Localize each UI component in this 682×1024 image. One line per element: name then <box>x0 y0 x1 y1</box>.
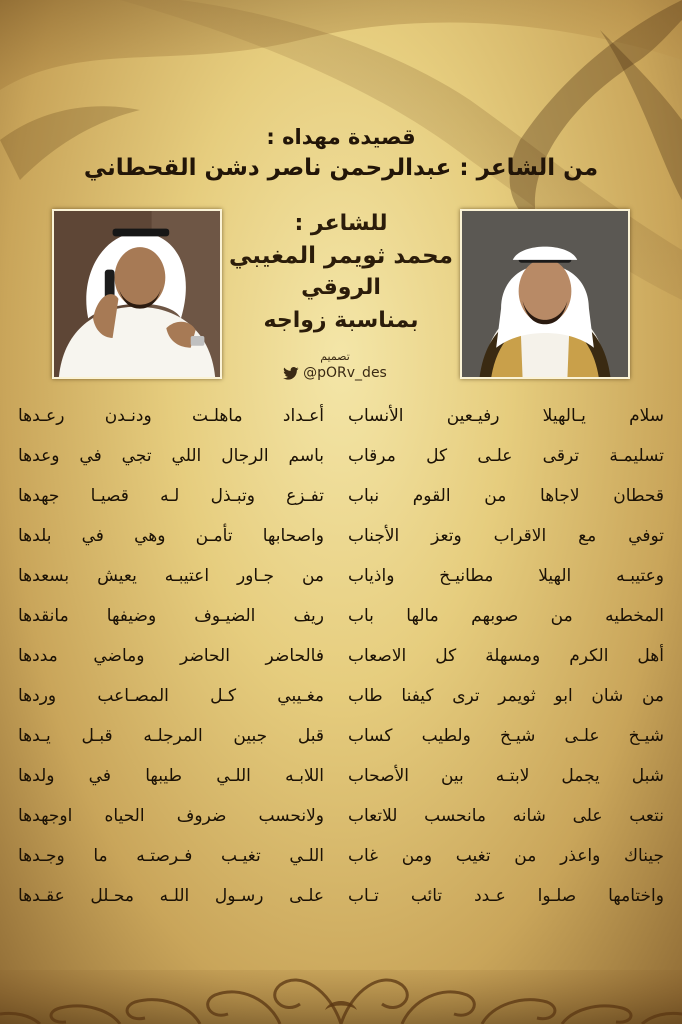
verse-first-hemistich: نتعب على شانه مانحسب للاتعاب <box>348 806 664 826</box>
verse-second-hemistich: اللابـه اللـي طيبها في ولدها <box>18 766 324 786</box>
verse-first-hemistich: شبل يجمل لابتـه بين الأصحاب <box>348 766 664 786</box>
verse-second-hemistich: أعـداد ماهلـت ودنـدن رعـدها <box>18 406 324 426</box>
title-block <box>0 122 682 184</box>
verse-second-hemistich: فالحاضر الحاضر وماضي مددها <box>18 646 324 666</box>
from-poet-title: من الشاعر : عبدالرحمن ناصر دشن القحطاني <box>83 155 599 181</box>
verse-first-hemistich: المخطيه من صوبهم مالها باب <box>348 606 664 626</box>
groom-photo <box>460 209 630 379</box>
designer-handle-text: @pORv_des <box>303 365 387 381</box>
verse-row <box>0 436 682 476</box>
verse-second-hemistich: باسم الرجال اللي تجي في وعدها <box>18 446 324 466</box>
verse-second-hemistich: علـى رسـول اللـه محـلل عقـدها <box>18 886 324 906</box>
verse-second-hemistich: ولانحسب ضروف الحياه اوجهدها <box>18 806 324 826</box>
verse-second-hemistich: من جـاور اعتيبـه يعيش بسعدها <box>18 566 324 586</box>
verse-first-hemistich: وعتيبـه الهيلا مطانيـخ واذياب <box>348 566 664 586</box>
twitter-bird-icon <box>283 367 299 380</box>
poet-tribe: الروقي <box>301 275 381 300</box>
verse-row <box>0 836 682 876</box>
bottom-ornament <box>0 940 682 1024</box>
verse-first-hemistich: أهل الكرم ومسهلة كل الاصعاب <box>348 646 664 666</box>
groom-portrait-icon <box>462 211 628 377</box>
occasion-text: بمناسبة زواجه <box>263 308 419 333</box>
verse-row <box>0 596 682 636</box>
designer-handle-link[interactable] <box>283 365 387 381</box>
design-label: تصميم <box>320 350 350 363</box>
dedication-title: قصيدة مهداه : <box>266 125 416 149</box>
verse-row <box>0 796 682 836</box>
verse-first-hemistich: سلام يـالهيلا رفيـعين الأنساب <box>348 406 664 426</box>
verse-row <box>0 636 682 676</box>
verse-row <box>0 556 682 596</box>
poet-name: محمد ثويمر المغيبي <box>229 243 453 269</box>
verse-row <box>0 756 682 796</box>
verse-first-hemistich: توفي مع الاقراب وتعز الأجناب <box>348 526 664 546</box>
verse-first-hemistich: من شان ابو ثويمر ترى كيفنا طاب <box>348 686 664 706</box>
verse-row <box>0 716 682 756</box>
verse-first-hemistich: واختامها صلـوا عـدد تائب تـاب <box>348 886 664 906</box>
verse-first-hemistich: جيناك واعذر من تغيب ومن غاب <box>348 846 664 866</box>
verse-first-hemistich: شيـخ علـى شيـخ ولطيب كساب <box>348 726 664 746</box>
verse-row <box>0 876 682 916</box>
poet-label: للشاعر : <box>294 211 388 236</box>
verse-second-hemistich: اللـي تغيـب فـرصتـه ما وجـدها <box>18 846 324 866</box>
verse-second-hemistich: مغـيبي كـل المصـاعب وردها <box>18 686 324 706</box>
honoree-info <box>228 208 454 338</box>
verse-second-hemistich: واصحابها تأمـن وهي في بلدها <box>18 526 324 546</box>
poet-photo <box>52 209 222 379</box>
verse-second-hemistich: قبل جبين المرجلـه قبـل يـدها <box>18 726 324 746</box>
verse-second-hemistich: تفـزع وتبـذل لـه قصيـا جهدها <box>18 486 324 506</box>
verse-row <box>0 396 682 436</box>
verse-row <box>0 516 682 556</box>
verse-row <box>0 476 682 516</box>
designer-credit <box>260 350 410 384</box>
verse-second-hemistich: ريف الضيـوف وضيفها مانقدها <box>18 606 324 626</box>
poet-portrait-icon <box>54 211 220 377</box>
verse-row <box>0 676 682 716</box>
verse-first-hemistich: تسليمـة ترقى علـى كل مرقاب <box>348 446 664 466</box>
verse-first-hemistich: قحطان لاجاها من القوم نباب <box>348 486 664 506</box>
